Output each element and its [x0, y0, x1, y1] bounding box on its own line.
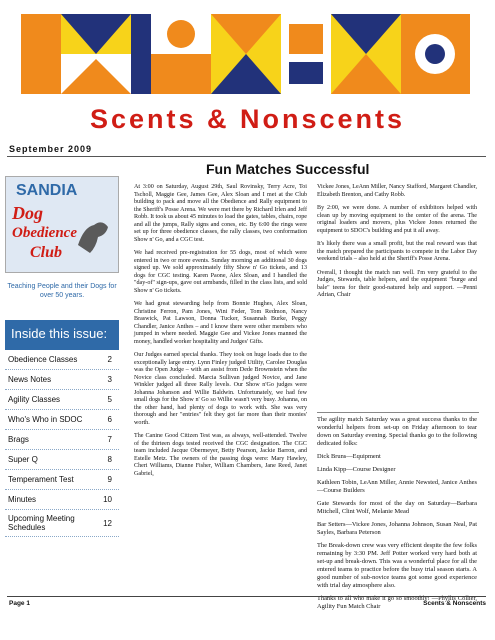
logo-name-line3: Obedience: [12, 225, 77, 241]
article-column-2: [317, 184, 477, 306]
toc-label: Upcoming Meeting Schedules: [8, 514, 75, 532]
article-paragraph: It's likely there was a small profit, but the real reward was that the match prepared the participants to compete in the Labor Day weekend trials – also held at the Sheriff's Posse Arena.: [317, 241, 477, 262]
toc-page: 10: [103, 495, 112, 504]
article-paragraph: Dick Bruns—Equipment: [317, 453, 381, 460]
toc-label: Brags: [8, 435, 29, 444]
toc-item: [5, 430, 119, 450]
article-paragraph: By 2:00, we were done. A number of exhibitors helped with clean up by moving equipment to the center of the arena. The original loaders and movers, plus Vickee Jones returned the equipment to SDOC's building and put it all away.: [317, 205, 477, 234]
toc-page: 6: [107, 415, 112, 424]
club-logo-graphic: [6, 177, 118, 272]
logo-name-line2: Dog: [12, 203, 43, 223]
article-paragraph: At 3:00 on Saturday, August 29th, Saul Rovinsky, Terry Acre, Toi Tscholl, Maggie Gee, James Gee, Alex Sloan and I met at the Club building to pack and move all the Obedience and Rally equipment to the Sheriff's Posse Arena. We were met there by Richard Irlen and Jeff Robb. It took us about 45 minutes to load the gates, tables, chairs, rope and all the jumps, Rally signs and cones, etc. By 6:00 the rings were set up for three obedience classes, the rally classes, two conformation Show n' Go, and a CGC test.: [134, 184, 307, 243]
toc-label: Agility Classes: [8, 395, 61, 404]
toc-item: [5, 410, 119, 430]
toc-page: 8: [107, 455, 112, 464]
inside-this-issue: [5, 320, 119, 532]
article-paragraph: Linda Kipp—Course Designer: [317, 466, 396, 473]
logo-name-line1: SANDIA: [16, 182, 78, 199]
article-headline: Fun Matches Successful: [206, 161, 370, 177]
toc-page: 2: [107, 355, 112, 364]
article-paragraph: Vickee Jones, LeAnn Miller, Nancy Stafford, Margaret Chandler, Elizabeth Brenton, and Cathy Robb.: [317, 184, 477, 198]
club-logo: [5, 176, 119, 273]
article-paragraph: The Break-down crew was very efficient despite the few folks remaining by 3:30 PM. Jeff Potter worked very hard both at set-up and break-down. This was a wonderful place for all the entered teams to practice before the busy trial season starts. A good number of sub-novice teams got some good experience with trial day atmosphere also.: [317, 542, 477, 589]
toc-item: [5, 370, 119, 390]
issue-date: September 2009: [9, 144, 93, 154]
toc-page: 3: [107, 375, 112, 384]
toc-label: News Notes: [8, 375, 52, 384]
agility-column: [317, 416, 477, 616]
footer-title: Scents & Nonscents: [423, 600, 486, 607]
article-column-1: [134, 184, 307, 484]
toc-item: [5, 450, 119, 470]
toc-label: Obedience Classes: [8, 355, 78, 364]
toc-label: Super Q: [8, 455, 38, 464]
article-paragraph: Kathleen Tobin, LeAnn Miller, Annie Newsted, Janice Anthes—Course Builders: [317, 479, 477, 494]
article-paragraph: Overall, I thought the match ran well. I'm very grateful to the Judges, Stewards, table helpers, and the equipment "burge and bale" teens for their good-natured help and support. —Penni Adrian, Chair: [317, 269, 477, 298]
decorative-banner: [21, 14, 470, 94]
toc-label: Who's Who in SDOC: [8, 415, 83, 424]
top-rule: [7, 156, 486, 157]
article-paragraph: Our Judges earned special thanks. They took on huge loads due to the exceptionally large entry. Lynn Finley judged Utility, Carolee Douglas was the Open Judge – with an assist from Dede Brownstein when the Novice class concluded. Marcia Sullivan judged Novice, and Jane Winkler judged all three Rally levels. Our Show n'Go judges were Johanna Johanson and Willie Baldwin. Unfortunately, we had few small dogs for the Show n' Go so Willie wasn't very busy. Johanna, on the other hand, had plenty of dogs to work with. She was very thorough and her "entries" felt they got far more than their monies' worth.: [134, 352, 307, 426]
inside-heading: Inside this issue:: [5, 320, 119, 350]
article-paragraph: Thanks to all who make it go so smoothly! —Phyllis Collier, Agility Fun Match Chair: [317, 595, 477, 610]
toc-page: 7: [107, 435, 112, 444]
article-paragraph: We had received pre-registration for 55 dogs, most of which were entered in two or more events. Sunday morning an additional 30 dogs signed up. We sold approximately fifty Show n' Go tickets, and 13 dogs for CGC testing. Karen Paone, Alex Sloan, and I handled the "day-of" sign-ups, gave out armbands, filled in the class lists, and sold Show n' Go tickets.: [134, 250, 307, 294]
toc-label: Temperament Test: [8, 475, 74, 484]
toc-item: [5, 490, 119, 510]
toc-label: Minutes: [8, 495, 37, 504]
bottom-rule: [7, 596, 486, 597]
logo-name-line4: Club: [30, 244, 63, 261]
footer-page: Page 1: [9, 600, 30, 607]
toc-page: 5: [107, 395, 112, 404]
toc-item: [5, 470, 119, 490]
logo-caption: Teaching People and their Dogs for over 50 years.: [7, 283, 117, 299]
toc-list: [5, 350, 119, 537]
toc-page: 12: [103, 518, 112, 528]
article-paragraph: Gate Stewards for most of the day on Saturday—Barbara Mitchell, Clint Wolf, Melanie Mead: [317, 500, 477, 515]
column-divider: [317, 412, 479, 413]
article-paragraph: We had great stewarding help from Bonnie Hughes, Alex Sloan, Christine Ferron, Pam Jones, Wini Feder, Tom Redmon, Nancy Braswick, Pat Lawson, Donna Tucker, Susannah Burke, Peggy Chandler, Janice Anthes – and I know there were other members who jumped in where needed. Maggie Gee and Vickee Jones manned the money, handled worker hospitality and Judges' Gifts.: [134, 301, 307, 345]
toc-item: [5, 390, 119, 410]
toc-item: [5, 510, 119, 537]
article-paragraph: Bar Setters—Vickee Jones, Johanna Johnson, Susan Neal, Pat Sayles, Barbara Peterson: [317, 521, 477, 536]
toc-item: [5, 350, 119, 370]
article-paragraph: The agility match Saturday was a great success thanks to the wonderful helpers from set-up on Friday afternoon to tear down on Saturday evening. Special thanks go to the following dedicated folks:: [317, 416, 477, 447]
newsletter-title: Scents & Nonscents: [89, 104, 406, 134]
toc-page: 9: [107, 475, 112, 484]
article-paragraph: The Canine Good Citizen Test was, as always, well-attended. Twelve of the thirteen dogs tested received the CGC designation. The CGC team included Jacque Obermeyer, Betty Pearson, Jackie Barron, and Estelle Metz. The owners of the passing dogs were: Mary Hawley, Cheri Williams, Dianne Fisher, William Chambers, Jane Reed, Janet Gabriel,: [134, 433, 307, 477]
